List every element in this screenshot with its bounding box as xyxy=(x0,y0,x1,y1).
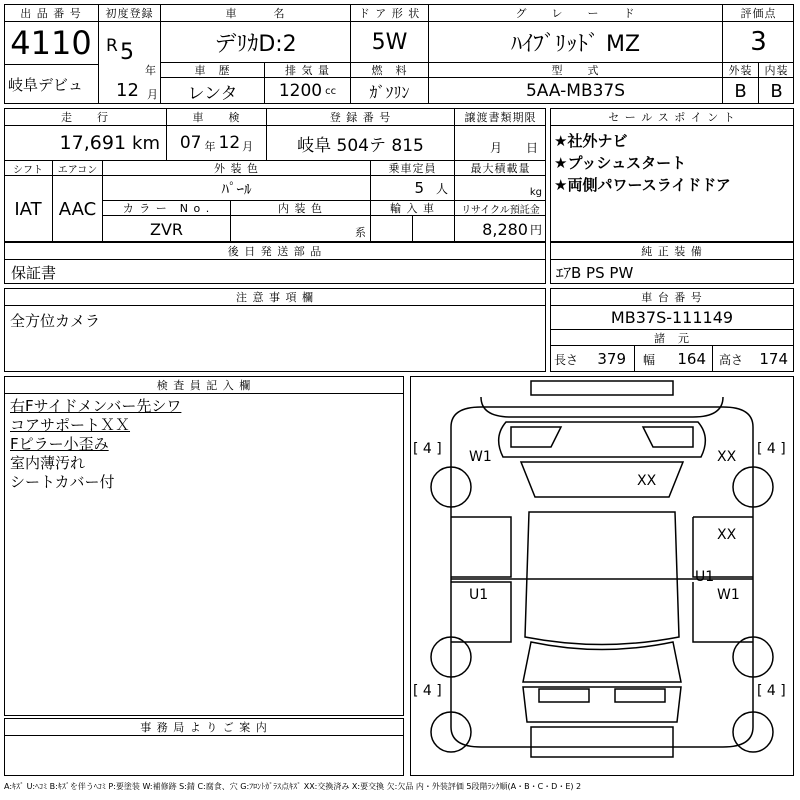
transfer-day-unit: 日 xyxy=(525,140,538,155)
max-load-header: 最大積載量 xyxy=(454,160,546,176)
length-label: 長さ xyxy=(554,352,579,367)
displacement-header: 排 気 量 xyxy=(264,62,350,78)
sales-point-3: ★両側パワースライドドア xyxy=(554,176,731,194)
shift-header: シフト xyxy=(4,160,52,176)
transfer-docs-cell xyxy=(454,126,546,160)
grade-header: グ レ ー ド xyxy=(428,4,722,22)
model-code-header: 型 式 xyxy=(428,62,722,78)
spec-height-cell xyxy=(712,346,794,372)
height-value: 174 xyxy=(759,350,788,368)
mark-rear-door-right-top: U1 xyxy=(695,569,715,585)
mileage-cell xyxy=(4,126,166,160)
mark-fender-front-right: XX xyxy=(717,449,737,465)
history-header: 車 歴 xyxy=(160,62,264,78)
chassis-number: MB37S-111149 xyxy=(550,306,794,330)
door-header: ド ア 形 状 xyxy=(350,4,428,22)
later-parts: 保証書 xyxy=(4,260,546,284)
spec-width-cell xyxy=(634,346,712,372)
damage-diagram xyxy=(410,376,794,776)
mileage-unit: km xyxy=(132,132,160,154)
import-cell-2 xyxy=(412,216,454,242)
displacement: 1200 xyxy=(278,81,323,101)
tread-rear-left: [ 4 ] xyxy=(413,683,442,699)
recycle-cell xyxy=(454,216,546,242)
genuine-equipment: ｴｱB PS PW xyxy=(556,264,634,282)
office-header: 事 務 局 よ り ご 案 内 xyxy=(4,718,404,736)
tread-rear-right: [ 4 ] xyxy=(757,683,786,699)
inspection-cell xyxy=(166,126,266,160)
interior-score: B xyxy=(758,78,794,104)
reg-year-unit: 年 xyxy=(145,64,156,77)
inspection-year: 07 xyxy=(179,133,202,153)
legend: A:ｷｽﾞ U:ﾍｺﾐ B:ｷｽﾞを伴うﾍｺﾐ P:要塗装 W:補修跡 S:錆 C:腐食、穴 G:ﾌﾛﾝﾄｶﾞﾗｽ点ｷｽﾞ XX:交換済み X:要交換 欠:欠品 内・外装評価 5段階ﾗﾝｸ順(A・B・C・D・E) 2 xyxy=(4,782,582,791)
capacity-unit: 人 xyxy=(435,181,448,196)
specs-header: 諸 元 xyxy=(550,330,794,346)
notes-header: 注 意 事 項 欄 xyxy=(4,288,546,306)
car-outline-diagram xyxy=(411,377,793,775)
transfer-month-unit: 月 xyxy=(489,140,502,155)
reg-month-unit: 月 xyxy=(147,88,158,101)
color-number: ZVR xyxy=(102,216,230,242)
aircon-type: AAC xyxy=(52,176,102,242)
first-reg-header: 初度登録 xyxy=(98,4,160,22)
venue-name: 岐阜デビュ xyxy=(4,64,98,104)
max-load-unit: kg xyxy=(529,187,542,198)
reg-no-header: 登 録 番 号 xyxy=(266,108,454,126)
tread-front-left: [ 4 ] xyxy=(413,441,442,457)
inspection-header: 車 検 xyxy=(166,108,266,126)
capacity: 5 xyxy=(414,179,424,197)
sales-point-2: ★プッシュスタート xyxy=(554,154,687,172)
registration-number: 岐阜 504テ 815 xyxy=(266,126,454,160)
lot-no-header: 出 品 番 号 xyxy=(4,4,98,22)
grade: ﾊｲﾌﾞﾘｯﾄﾞ MZ xyxy=(428,22,722,62)
ext-color-header: 外 装 色 xyxy=(102,160,370,176)
width-value: 164 xyxy=(677,350,706,368)
recycle-header: リサイクル預託金 xyxy=(454,200,546,216)
capacity-header: 乗車定員 xyxy=(370,160,454,176)
max-load-cell xyxy=(454,176,546,200)
height-label: 高さ xyxy=(719,352,744,367)
tread-front-right: [ 4 ] xyxy=(757,441,786,457)
mark-fender-front-left: W1 xyxy=(469,449,492,465)
model-code: 5AA-MB37S xyxy=(428,78,722,104)
notes-text: 全方位カメラ xyxy=(10,312,101,330)
int-color-header: 内 装 色 xyxy=(230,200,370,216)
score-header: 評価点 xyxy=(722,4,794,22)
inspector-notes-list xyxy=(10,396,390,491)
car-name: デﾘｶD:2 xyxy=(160,22,350,62)
exterior-score: B xyxy=(722,78,758,104)
sales-point-1: ★社外ナビ xyxy=(554,132,628,150)
later-parts-header: 後 日 発 送 部 品 xyxy=(4,242,546,260)
fuel-type: ｶﾞｿﾘﾝ xyxy=(350,78,428,104)
length-value: 379 xyxy=(597,350,626,368)
mark-rear-door-left: U1 xyxy=(469,587,489,603)
inspector-header: 検 査 員 記 入 欄 xyxy=(4,376,404,394)
recycle-fee: 8,280 xyxy=(482,219,528,239)
inspection-month: 12 xyxy=(218,133,241,153)
import-header: 輸 入 車 xyxy=(370,200,454,216)
color-no-header: カ ラ ー N o . xyxy=(102,200,230,216)
mileage: 17,691 xyxy=(59,132,127,154)
width-label: 幅 xyxy=(643,352,656,367)
car-name-header: 車 名 xyxy=(160,4,350,22)
aircon-header: エアコン xyxy=(52,160,102,176)
mileage-header: 走 行 xyxy=(4,108,166,126)
chassis-header: 車 台 番 号 xyxy=(550,288,794,306)
inspection-year-unit: 年 xyxy=(204,140,216,153)
displacement-unit: cc xyxy=(325,85,337,97)
exterior-score-header: 外装 xyxy=(722,62,758,78)
inspection-month-unit: 月 xyxy=(242,140,254,153)
recycle-unit: 円 xyxy=(529,222,542,237)
reg-month: 12 xyxy=(116,80,139,101)
fuel-header: 燃 料 xyxy=(350,62,428,78)
era-letter: R xyxy=(106,36,118,56)
inspector-note: シートカバー付 xyxy=(10,473,115,491)
int-color-unit: 系 xyxy=(355,226,366,239)
door-type: 5W xyxy=(350,22,428,62)
exterior-color: ﾊﾟｰﾙ xyxy=(102,176,370,200)
displacement-cell xyxy=(264,78,350,104)
mark-front-door-right: XX xyxy=(717,527,737,543)
interior-score-header: 内装 xyxy=(758,62,794,78)
import-cell xyxy=(370,216,412,242)
spec-length-cell xyxy=(550,346,634,372)
capacity-cell xyxy=(370,176,454,200)
transfer-docs-header: 譲渡書類期限 xyxy=(454,108,546,126)
inspector-note: 室内薄汚れ xyxy=(10,454,86,472)
vehicle-history: レンタ xyxy=(160,78,264,104)
inspector-note: 右Fサイドメンバー先シワ xyxy=(10,397,182,415)
mark-hood: XX xyxy=(637,473,657,489)
sales-points-header: セ ー ル ス ポ イ ン ト xyxy=(550,108,794,126)
genuine-equip-header: 純 正 装 備 xyxy=(550,242,794,260)
inspector-note: Fピラー小歪み xyxy=(10,435,109,453)
reg-year: 5 xyxy=(120,40,134,65)
overall-score: 3 xyxy=(722,22,794,62)
inspector-note: コアサポートＸＸ xyxy=(10,416,131,434)
int-color-cell xyxy=(230,216,370,242)
shift-type: IAT xyxy=(14,198,42,220)
mark-rear-door-right: W1 xyxy=(717,587,740,603)
lot-no: 4110 xyxy=(10,24,92,62)
